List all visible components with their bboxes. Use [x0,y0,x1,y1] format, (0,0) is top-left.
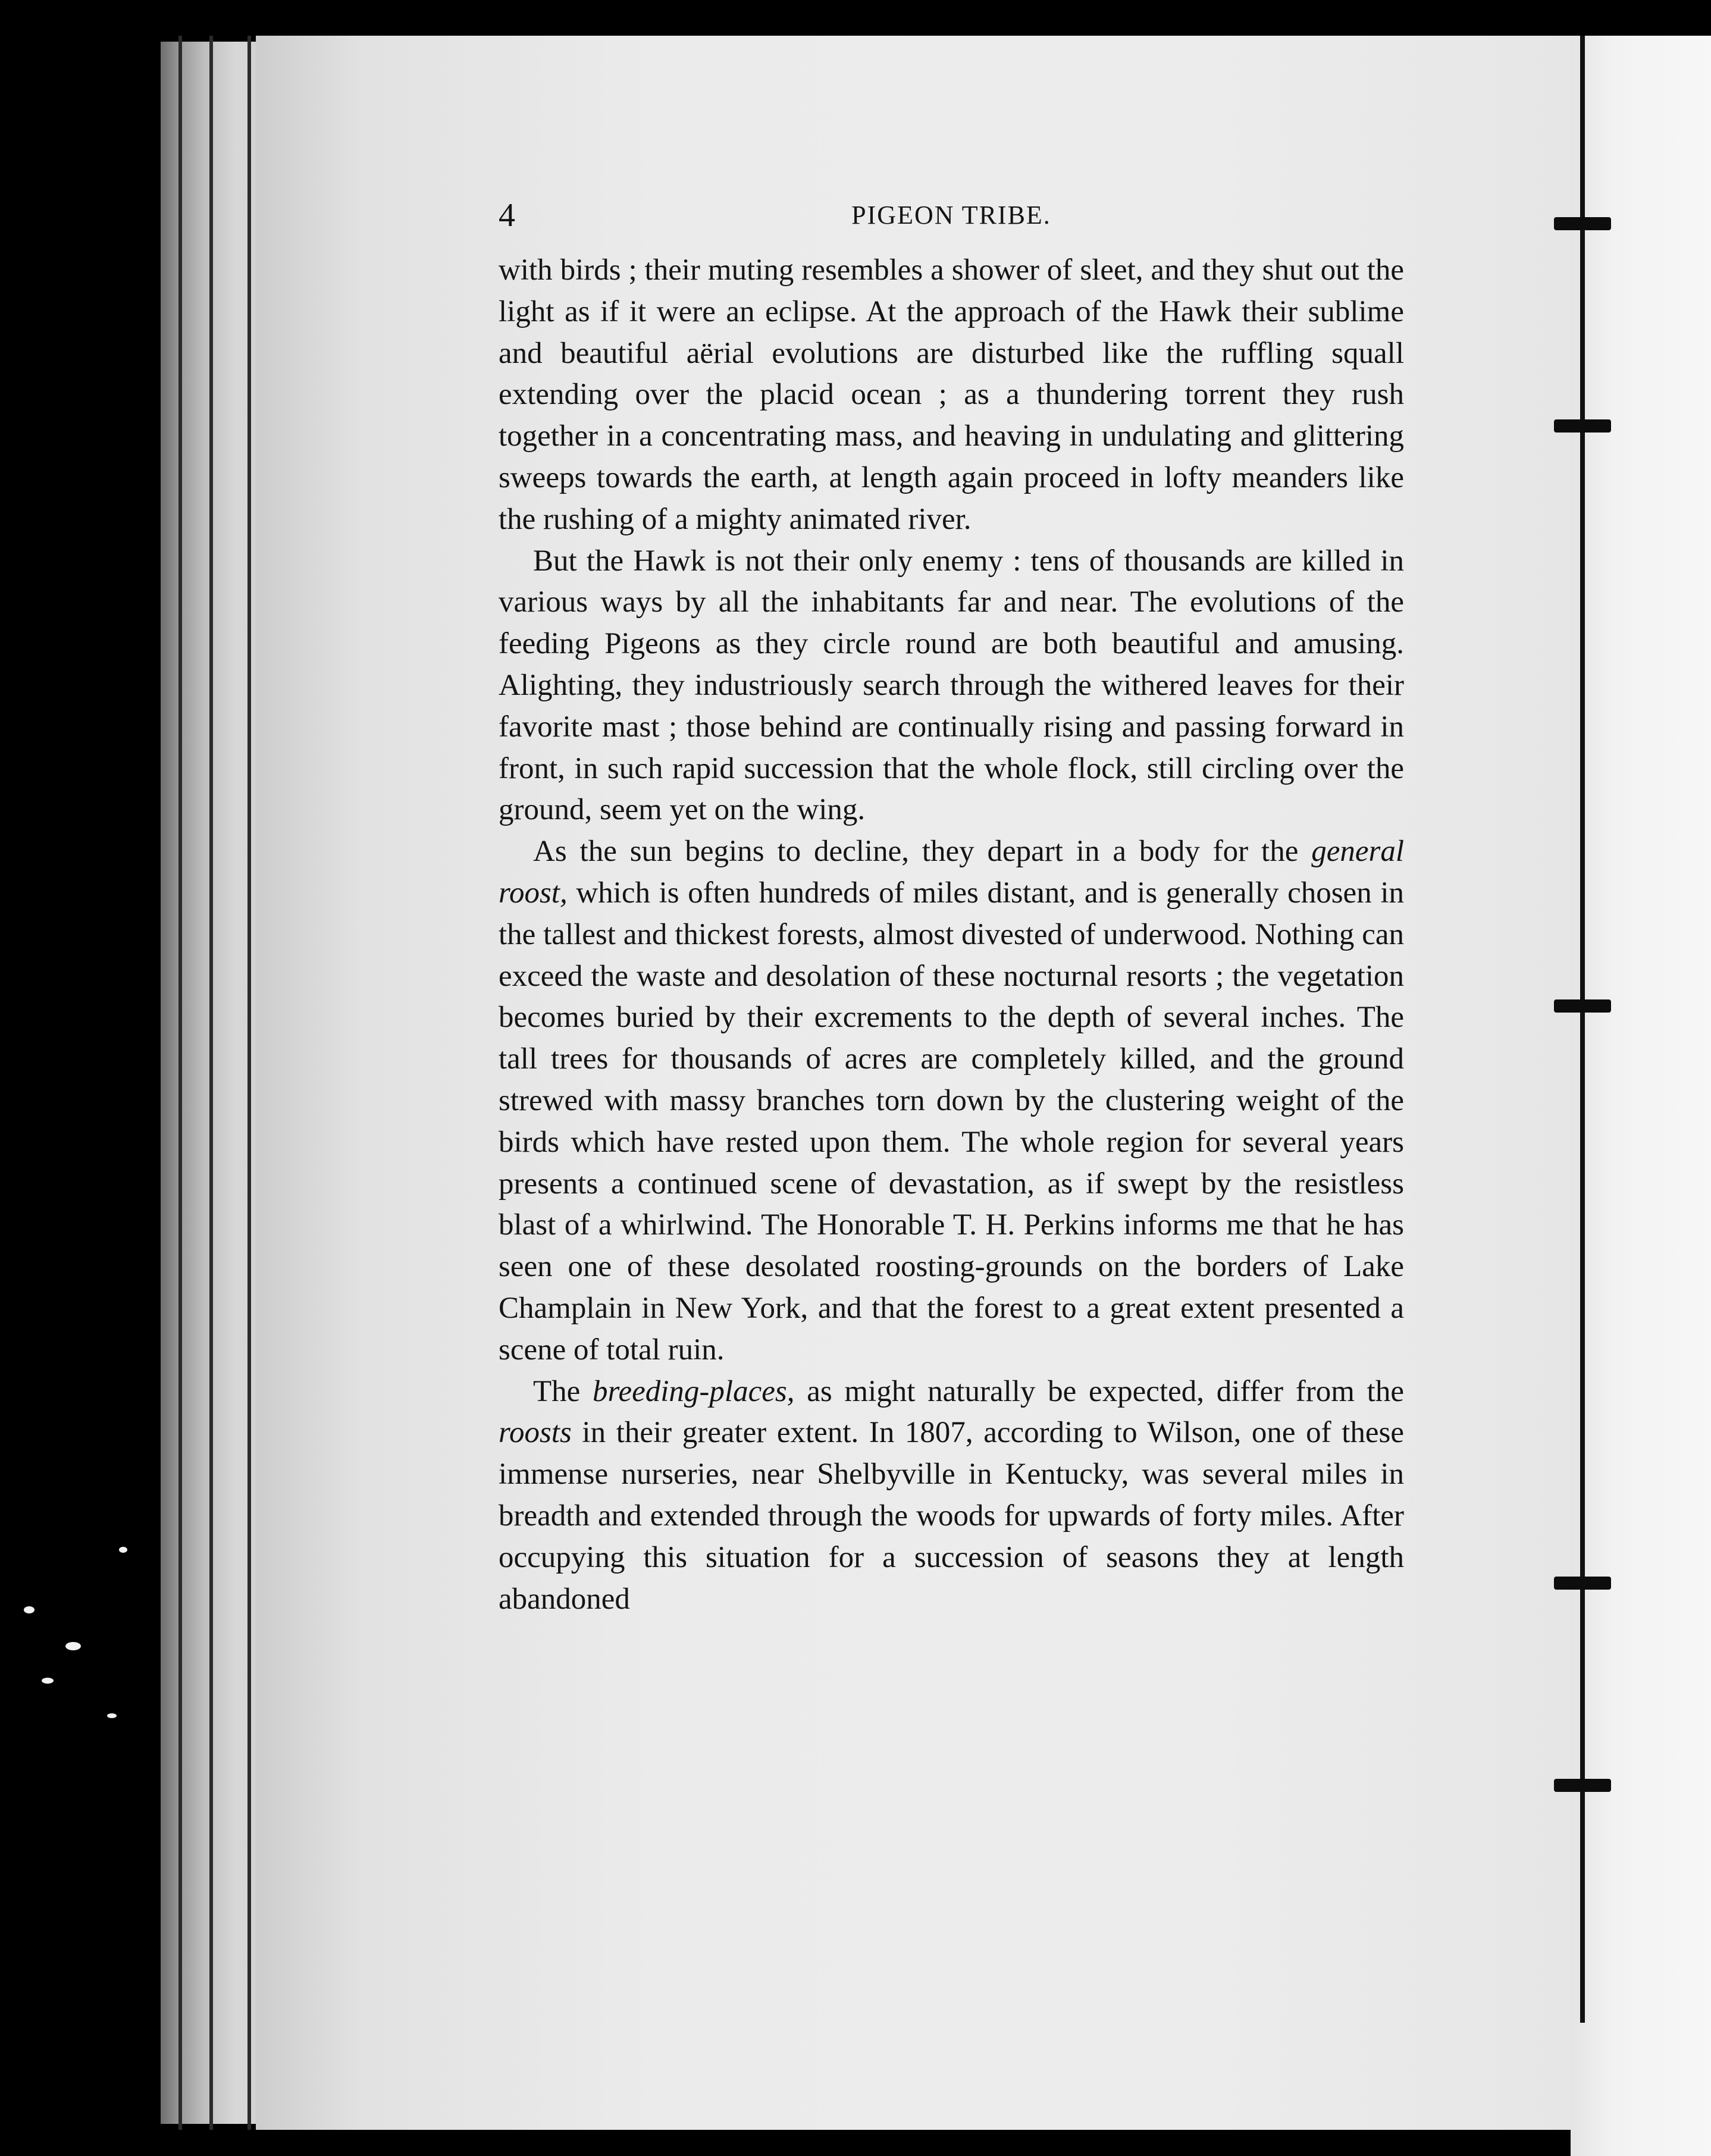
italic-phrase: breeding-places, [593,1374,795,1408]
paragraph-text: As the sun begins to decline, they depart in a body for the [533,835,1312,869]
paragraph-text: with birds ; their muting resembles a shower of sleet, and they shut out the light as if it were an eclipse. At the approach of the Hawk their sublime and beautiful aërial evolutions are disturbed like the ruffling squall extending over the placid ocean ; as a thundering torrent they rush together in a concentrating mass, and heaving in undulating and glittering sweeps towards the earth, at length again proceed in lofty meanders like the rushing of a mighty animated river. [499,253,1404,536]
binding-stitch [1554,1779,1611,1792]
cover-edge-line [247,36,251,2130]
paragraph [499,831,1404,1371]
page-gutter [1571,0,1711,2156]
paragraph-text: But the Hawk is not their only enemy : tens of thousands are killed in various ways by all the inhabitants far and near. The evolutions of the feeding Pigeons as they circle round are both beautiful and amusing. Alighting, they industriously search through the withered leaves for their favorite mast ; those behind are continually rising and passing forward in front, in such rapid succession that the whole flock, still circling over the ground, seem yet on the wing. [499,544,1404,827]
dust-speck [42,1678,54,1684]
dust-speck [24,1606,35,1613]
cover-edge-line [178,36,182,2130]
paragraph-text: as might naturally be expected, differ from the [794,1374,1404,1408]
binding-stitch [1554,419,1611,433]
paragraph [499,250,1404,541]
italic-phrase: roosts [499,1416,572,1450]
paragraph [499,1371,1404,1621]
gutter-top-shadow [1571,0,1711,36]
paragraph-text: The [533,1374,593,1408]
dust-speck [107,1713,117,1718]
paragraph-text: in their greater extent. In 1807, according to Wilson, one of these immense nurseries, near Shelbyville in Kentucky, was several miles in breadth and extended through the woods for upwards of forty miles. After occupying this situation for a succession of seasons they at length abandoned [499,1416,1404,1616]
paragraph-text: which is often hundreds of miles distant, and is generally chosen in the tallest and thickest forests, almost divested of underwood. Nothing can exceed the waste and desolation of these nocturnal resorts ; the vegetation becomes buried by their excrements to the depth of several inches. The tall trees for thousands of acres are completely killed, and the ground strewed with massy branches torn down by the clustering weight of the birds which have rested upon them. The whole region for several years presents a continued scene of devastation, as if swept by the resistless blast of a whirlwind. The Honorable T. H. Perkins informs me that he has seen one of these desolated roosting-grounds on the borders of Lake Champlain in New York, and that the forest to a great extent presented a scene of total ruin. [499,876,1404,1367]
binding-stitch [1554,1577,1611,1590]
page-number: 4 [499,197,515,234]
cover-edge-line [209,36,213,2130]
paragraph [499,541,1404,832]
binding-stitch [1554,999,1611,1013]
page-content [499,196,1404,1620]
binding-thread [1580,36,1585,2023]
binding-stitch [1554,217,1611,230]
page-header [499,196,1404,250]
dust-speck [119,1547,127,1553]
italic-phrase: general roost, [499,835,1404,910]
dust-speck [65,1642,81,1650]
book-cover-edge [161,42,268,2124]
running-title: PIGEON TRIBE. [851,200,1051,230]
